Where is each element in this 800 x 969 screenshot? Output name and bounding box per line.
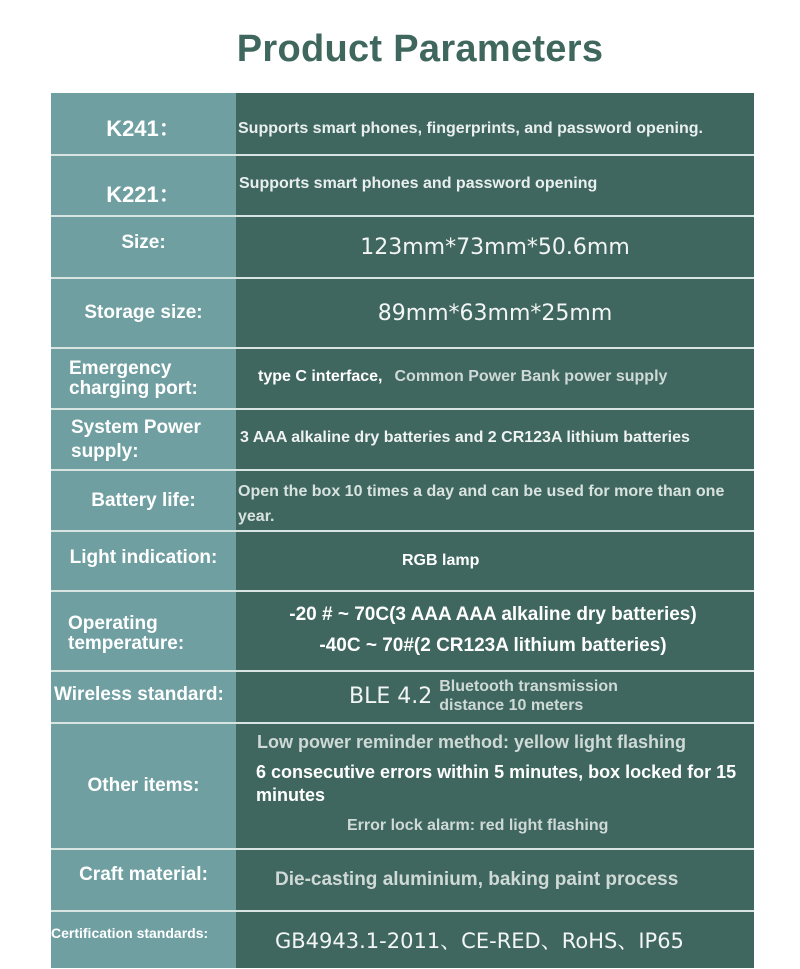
row-label: K241：: [106, 115, 181, 141]
row-value: Supports smart phones and password opening: [239, 175, 598, 192]
row-value: Supports smart phones, fingerprints, and password opening.: [238, 120, 703, 137]
row-label: System Power supply:: [71, 416, 201, 462]
table-row: [51, 408, 754, 469]
row-value: GB4943.1-2011、CE-RED、RoHS、IP65: [275, 929, 684, 953]
table-row: [51, 469, 754, 530]
temperature-line: -40C ~ 70#(2 CR123A lithium batteries): [319, 635, 667, 656]
row-value: Die-casting aluminium, baking paint process: [275, 869, 679, 890]
parameters-table: [51, 93, 754, 968]
page-title: Product Parameters: [236, 28, 604, 70]
row-label: Storage size:: [84, 302, 203, 324]
table-row: [51, 670, 754, 722]
row-label: Operating temperature:: [68, 613, 185, 654]
table-row: [51, 93, 754, 154]
row-label: Light indication:: [69, 547, 218, 569]
other-item-line: 6 consecutive errors within 5 minutes, box locked for 15 minutes: [256, 762, 737, 805]
wireless-standard: BLE 4.2: [349, 683, 433, 709]
table-row: [51, 347, 754, 408]
table-row: [51, 722, 754, 848]
row-value: Open the box 10 times a day and can be used for more than one year.: [238, 483, 725, 525]
table-row: [51, 848, 754, 910]
table-row: [51, 590, 754, 670]
row-value: [236, 724, 754, 848]
charging-interface: type C interface,: [258, 367, 383, 385]
other-item-line: Error lock alarm: red light flashing: [347, 817, 609, 834]
row-label: Other items:: [87, 775, 200, 797]
table-row: [51, 215, 754, 277]
row-label: Craft material:: [79, 864, 208, 886]
row-value: [236, 592, 754, 670]
charging-note: Common Power Bank power supply: [394, 367, 668, 385]
row-value: 123mm*73mm*50.6mm: [360, 234, 630, 260]
row-value: [236, 672, 754, 722]
table-row: [51, 530, 754, 590]
row-value: 3 AAA alkaline dry batteries and 2 CR123A lithium batteries: [240, 428, 690, 446]
row-value: 89mm*63mm*25mm: [377, 300, 613, 326]
row-label: Battery life:: [91, 489, 196, 511]
wireless-note: Bluetooth transmission distance 10 meters: [439, 678, 618, 714]
other-item-line: Low power reminder method: yellow light flashing: [257, 732, 687, 752]
row-label: K221：: [106, 181, 181, 207]
table-row: [51, 910, 754, 968]
row-value: RGB lamp: [402, 552, 480, 569]
row-label: Certification standards:: [51, 924, 209, 941]
table-row: [51, 277, 754, 347]
row-label: Size:: [121, 232, 166, 254]
row-value: [236, 349, 754, 408]
temperature-line: -20 # ~ 70C(3 AAA AAA alkaline dry batteries): [289, 604, 697, 625]
row-label: Emergency charging port:: [69, 357, 198, 399]
row-label: Wireless standard:: [54, 684, 224, 706]
table-row: [51, 154, 754, 215]
